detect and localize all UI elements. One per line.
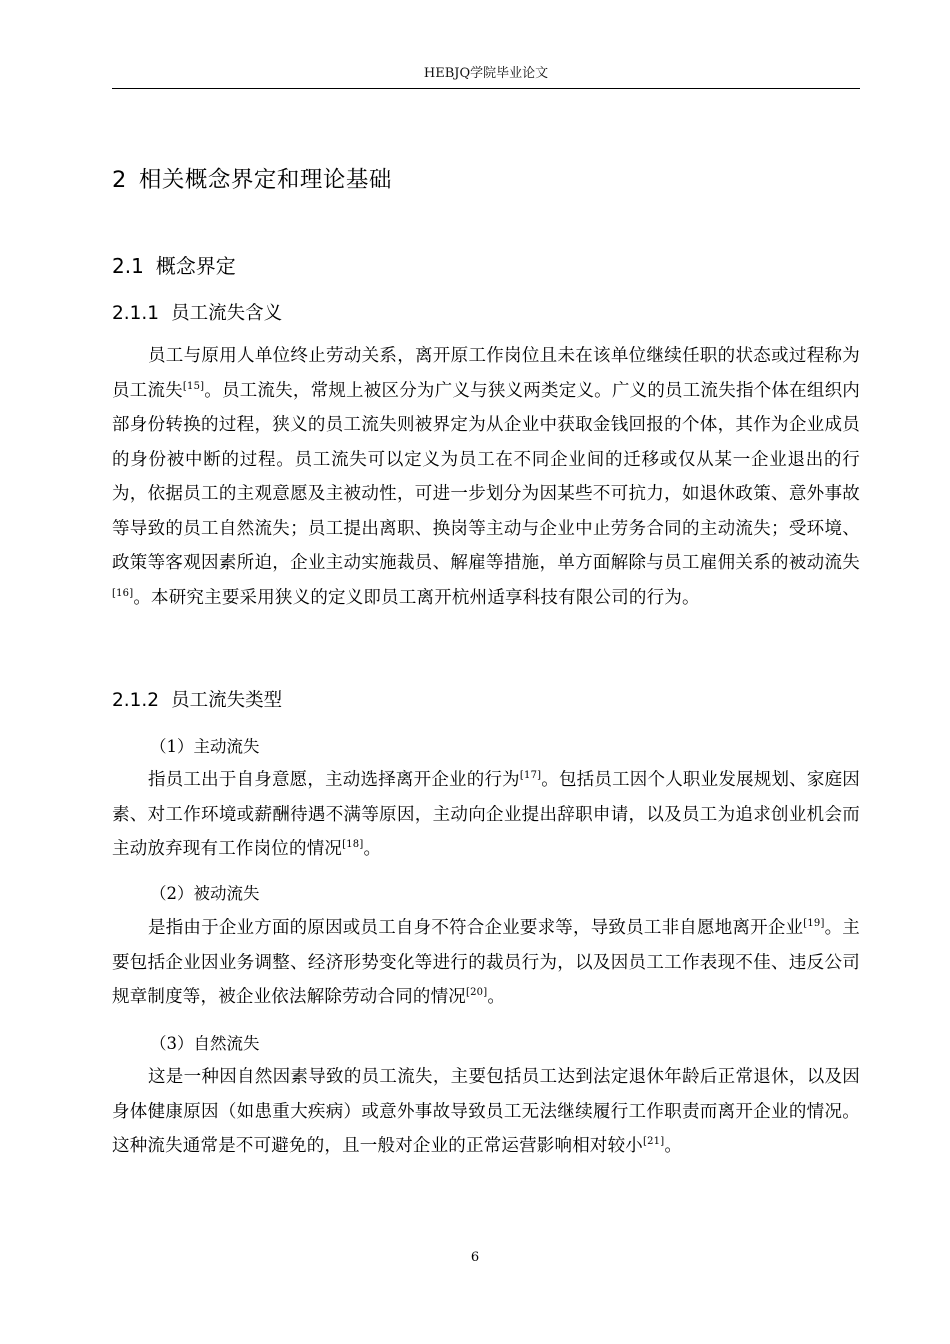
section-heading-2-1 — [112, 250, 860, 279]
paragraph-voluntary — [112, 763, 860, 867]
para-text: 指员工出于自身意愿，主动选择离开企业的行为 — [148, 770, 520, 790]
chapter-heading — [112, 162, 860, 194]
citation: [21] — [643, 1136, 665, 1147]
chapter-title: 相关概念界定和理论基础 — [138, 167, 392, 193]
subsection-title: 员工流失含义 — [171, 303, 283, 324]
para-text: 。员工流失，常规上被区分为广义与狭义两类定义。广义的员工流失指个体在组织内部身份转换的过程，狭义的员工流失则被界定为从企业中获取金钱回报的个体，其作为企业成员的身份被中断的过程。员工流失可以定义为员工在不同企业间的迁移或仅从某一企业退出的行为，依据员工的主观意愿及主被动性，可进一步划分为因某些不可抗力，如退休政策、意外事故等导致的员工自然流失；员工提出离职、换岗等主动与企业中止劳务合同的主动流失；受环境、政策等客观因素所迫，企业主动实施裁员、解雇等措施，单方面解除与员工雇佣关系的被动流失 — [112, 380, 860, 573]
section-title: 概念界定 — [155, 254, 236, 278]
citation: [18] — [342, 839, 364, 850]
citation: [17] — [519, 770, 542, 781]
para-text: 。本研究主要采用狭义的定义即员工离开杭州适享科技有限公司的行为。 — [133, 587, 700, 608]
chapter-number: 2 — [112, 167, 127, 193]
para-text: 员工与原用人单位终止劳动关系，离开原工作岗位且未在该单位继续任职的状态或过程称为员工流失 — [112, 346, 860, 401]
citation: [19] — [803, 918, 825, 929]
list-item-natural: （3）自然流失 — [150, 1034, 260, 1053]
page-number: 6 — [470, 1250, 480, 1265]
para-text: 。 — [664, 1136, 683, 1156]
paragraph-involuntary — [112, 911, 860, 1015]
para-text: 。包括员工因个人职业发展规划、家庭因素、对工作环境或薪酬待遇不满等原因，主动向企业提出辞职申请，以及员工为追求创业机会而主动放弃现有工作岗位的情况 — [112, 770, 860, 859]
para-text: 。 — [487, 987, 506, 1007]
citation: [15] — [182, 380, 205, 392]
citation: [16] — [112, 587, 134, 599]
paragraph-definition — [112, 339, 860, 615]
citation: [20] — [466, 987, 488, 998]
para-text: 。主要包括企业因业务调整、经济形势变化等进行的裁员行为，以及因员工工作表现不佳、违反公司规章制度等，被企业依法解除劳动合同的情况 — [112, 918, 860, 1007]
subsection-heading-2-1-1 — [112, 299, 860, 325]
list-item-voluntary: （1）主动流失 — [150, 737, 260, 756]
subsection-heading-2-1-2 — [112, 686, 860, 712]
subsection-number: 2.1.1 — [112, 303, 160, 324]
running-header: HEBJQ学院毕业论文 — [423, 66, 549, 81]
section-number: 2.1 — [112, 254, 144, 278]
paragraph-natural — [112, 1060, 860, 1164]
subsection-title: 员工流失类型 — [171, 690, 283, 711]
list-item-involuntary: （2）被动流失 — [150, 884, 260, 903]
header-rule — [112, 88, 860, 89]
para-text: 。 — [363, 839, 382, 859]
para-text: 这是一种因自然因素导致的员工流失，主要包括员工达到法定退休年龄后正常退休，以及因身体健康原因（如患重大疾病）或意外事故导致员工无法继续履行工作职责而离开企业的情况。这种流失通常是不可避免的，且一般对企业的正常运营影响相对较小 — [112, 1067, 860, 1156]
subsection-number: 2.1.2 — [112, 690, 160, 711]
para-text: 是指由于企业方面的原因或员工自身不符合企业要求等，导致员工非自愿地离开企业 — [148, 918, 804, 938]
